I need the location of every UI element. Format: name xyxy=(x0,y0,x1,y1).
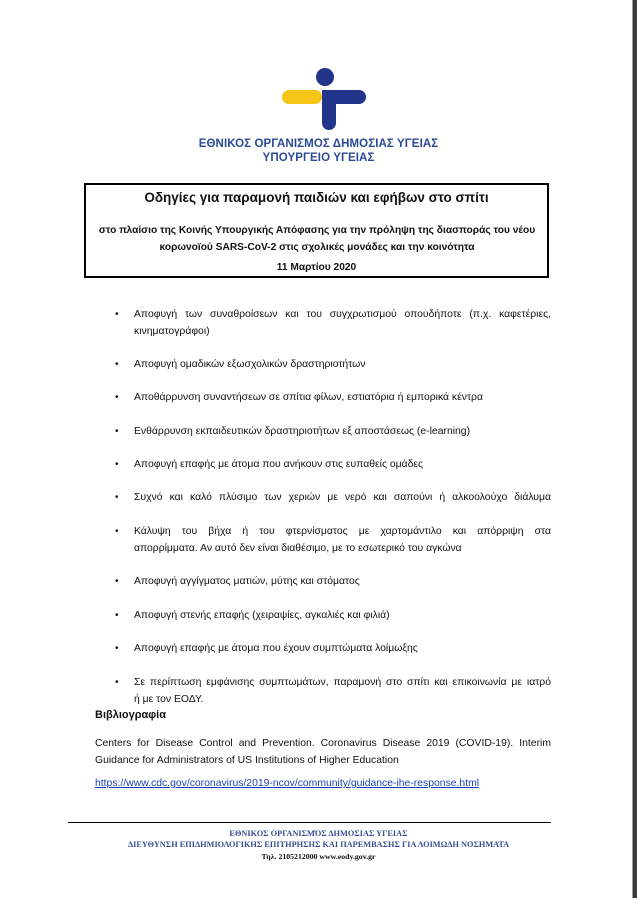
subtitle-line-2: κορωνοϊού SARS-CoV-2 στις σχολικές μονάδες και την κοινότητα xyxy=(159,242,475,253)
document-date: 11 Μαρτίου 2020 xyxy=(276,262,357,273)
list-item-text xyxy=(134,306,551,340)
bullet-icon: • xyxy=(115,610,119,621)
logo-dot xyxy=(316,68,334,86)
bullet-icon: • xyxy=(115,492,119,503)
org-name: ΕΘΝΙΚΟΣ ΟΡΓΑΝΙΣΜΟΣ ΔΗΜΟΣΙΑΣ ΥΓΕΙΑΣ xyxy=(198,138,439,150)
list-item-text: Αποφυγή αγγίγματος ματιών, μύτης και στόματος xyxy=(134,576,360,587)
list-item-text: Αποφυγή στενής επαφής (χειραψίες, αγκαλιές και φιλιά) xyxy=(134,610,390,621)
bullet-icon: • xyxy=(115,677,119,688)
bullet-icon: • xyxy=(115,526,119,537)
list-item-line: ή με τον ΕΟΔΥ. xyxy=(134,694,204,705)
bibliography-reference xyxy=(95,735,551,769)
bullet-icon: • xyxy=(115,359,119,370)
eody-logo-icon xyxy=(282,68,366,130)
bullet-icon: • xyxy=(115,426,119,437)
bullet-icon: • xyxy=(115,576,119,587)
list-item-text: Αποθάρρυνση συναντήσεων σε σπίτια φίλων, εστιατόρια ή εμπορικά κέντρα xyxy=(134,392,483,403)
list-item-line: Σε περίπτωση εμφάνισης συμπτωμάτων, παραμονή στο σπίτι και επικοινωνία με ιατρό xyxy=(134,677,551,688)
list-item-line: κινηματογράφοι) xyxy=(134,326,210,337)
page-edge xyxy=(633,0,637,898)
reference-line: Centers for Disease Control and Prevention. Coronavirus Disease 2019 (COVID-19). Interim xyxy=(95,738,551,749)
document-subtitle xyxy=(96,222,538,256)
bibliography-heading: Βιβλιογραφία xyxy=(95,709,166,721)
list-item-text: Αποφυγή επαφής με άτομα που ανήκουν στις ευπαθείς ομάδες xyxy=(134,459,424,470)
logo-yellow-bar xyxy=(282,90,322,104)
list-item-text: Αποφυγή επαφής με άτομα που έχουν συμπτώματα λοίμωξης xyxy=(134,643,418,654)
title-box xyxy=(84,183,549,278)
list-item-text: Ενθάρρυνση εκπαιδευτικών δραστηριοτήτων εξ αποστάσεως (e-learning) xyxy=(134,426,471,437)
list-item-line: Αποφυγή των συναθροίσεων και του συγχρωτισμού οπουδήποτε (π.χ. καφετέριες, xyxy=(134,309,551,320)
list-item-text xyxy=(134,523,551,557)
subtitle-line-1: στο πλαίσιο της Κοινής Υπουργικής Απόφασης για την πρόληψη της διασποράς του νέου xyxy=(98,225,536,236)
reference-link[interactable]: https://www.cdc.gov/coronavirus/2019-ncov/community/guidance-ihe-response.html xyxy=(95,778,480,789)
list-item-line: Κάλυψη του βήχα ή του φτερνίσματος με χαρτομάντιλο και απόρριψη στα xyxy=(134,526,551,537)
logo-blue-hook xyxy=(322,90,366,130)
bullet-icon: • xyxy=(115,392,119,403)
ministry-name: ΥΠΟΥΡΓΕΙΟ ΥΓΕΙΑΣ xyxy=(262,152,375,164)
list-item-text xyxy=(134,674,551,708)
bullet-icon: • xyxy=(115,643,119,654)
list-item-text: Αποφυγή ομαδικών εξωσχολικών δραστηριοτήτων xyxy=(134,359,366,370)
list-item-text: Συχνό και καλό πλύσιμο των χεριών με νερό και σαπούνι ή αλκοολούχο διάλυμα xyxy=(134,492,551,503)
document-title: Οδηγίες για παραμονή παιδιών και εφήβων στο σπίτι xyxy=(144,190,489,205)
bullet-icon: • xyxy=(115,309,119,320)
bullet-icon: • xyxy=(115,459,119,470)
reference-line: Guidance for Administrators of US Institutions of Higher Education xyxy=(95,755,399,766)
footer-org-name: ΕΘΝΙΚΟΣ ΟΡΓΑΝΙΣΜΌΣ ΔΗΜΟΣΙΑΣ ΥΓΕΙΑΣ xyxy=(229,829,408,838)
footer-divider xyxy=(68,822,551,823)
footer-department: ΔΙΕΥΘΥΝΣΗ ΕΠΙΔΗΜΙΟΛΟΓΙΚΗΣ ΕΠΙΤΗΡΗΣΗΣ ΚΑΙ ΠΑΡΕΜΒΑΣΗΣ ΓΙΑ ΛΟΙΜΩΔΗ ΝΟΣΗΜΑΤΑ xyxy=(127,840,510,849)
list-item-line: απορρίμματα. Αν αυτό δεν είναι διαθέσιμο, με το εσωτερικό του αγκώνα xyxy=(134,543,462,554)
footer-contact: Τηλ. 2105212000 www.eody.gov.gr xyxy=(261,852,376,861)
